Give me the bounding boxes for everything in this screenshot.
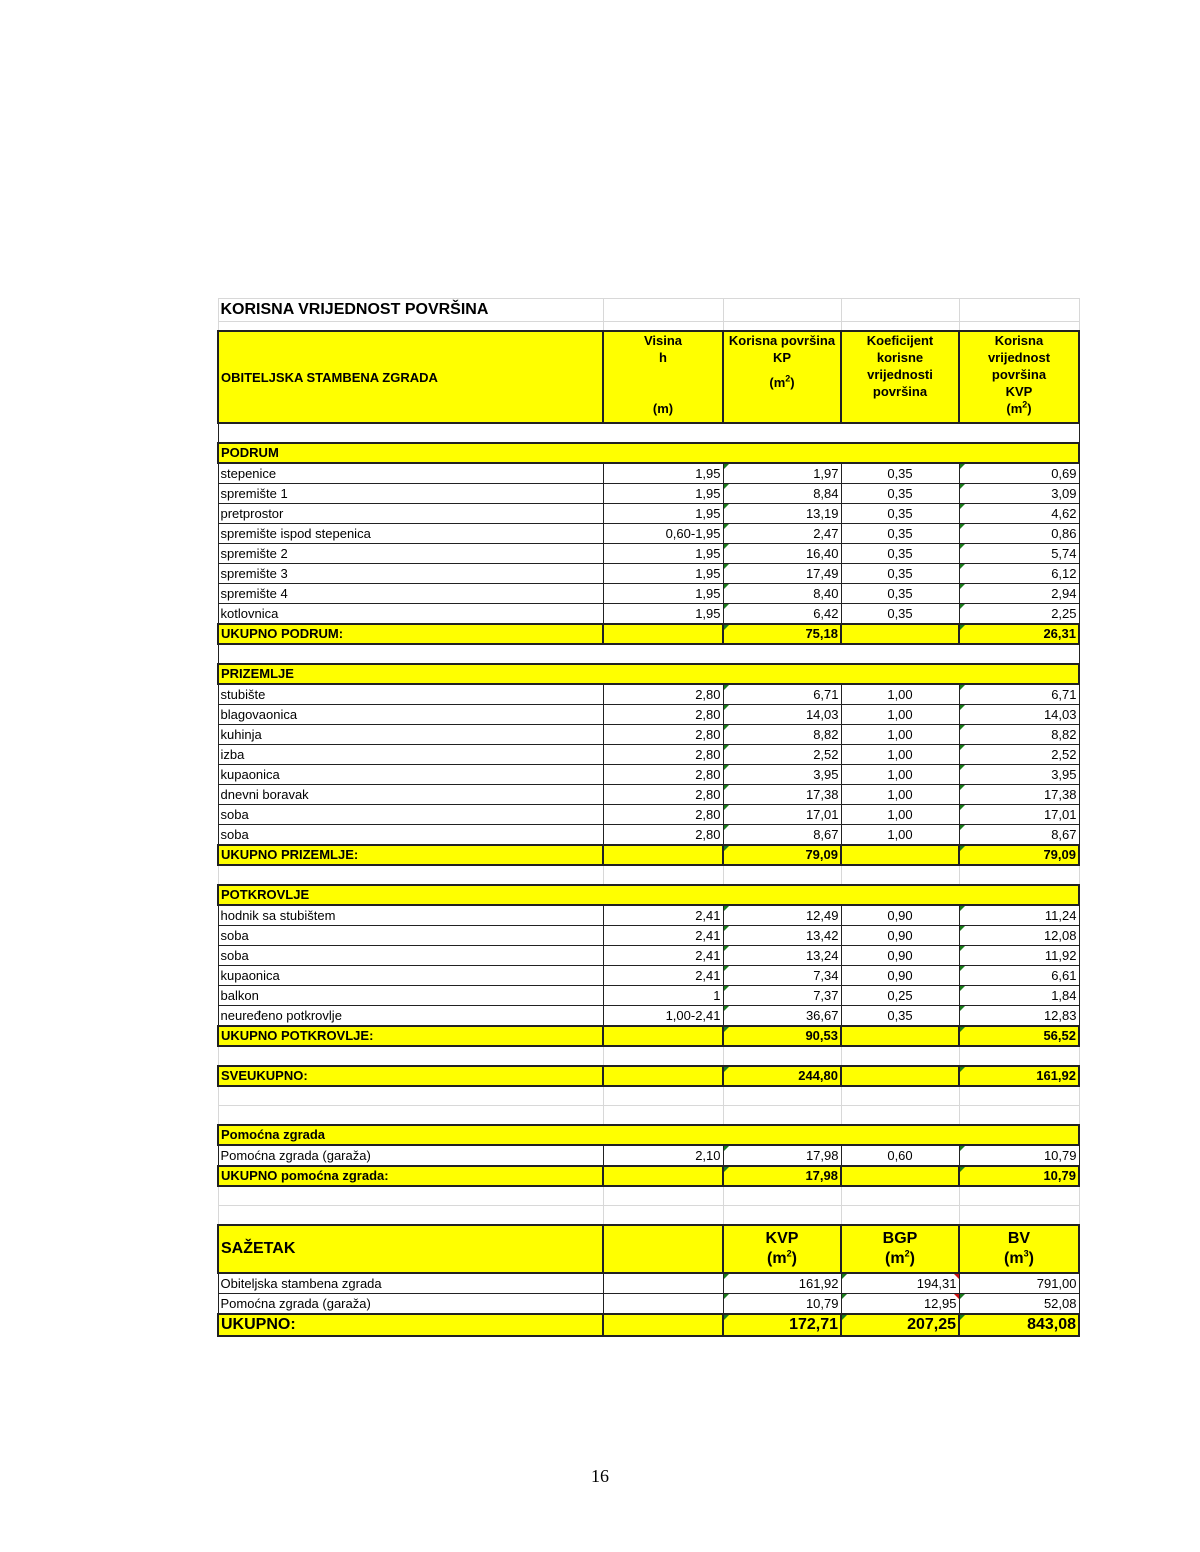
coefficient-cell: 0,35 xyxy=(841,604,959,625)
section-title: PODRUM xyxy=(218,443,1079,463)
empty-row xyxy=(218,644,1079,664)
area-cell: 2,52 xyxy=(723,745,841,765)
room-name: soba xyxy=(218,926,603,946)
kvp-cell: 11,24 xyxy=(959,905,1079,926)
table-row xyxy=(218,504,1079,524)
section-title: Pomoćna zgrada xyxy=(218,1125,1079,1145)
coefficient-cell: 1,00 xyxy=(841,745,959,765)
coefficient-cell: 0,90 xyxy=(841,905,959,926)
height-cell: 1,95 xyxy=(603,544,723,564)
kvp-cell: 6,12 xyxy=(959,564,1079,584)
height-cell: 2,80 xyxy=(603,684,723,705)
kvp-cell: 6,71 xyxy=(959,684,1079,705)
area-cell: 12,49 xyxy=(723,905,841,926)
room-name: kuhinja xyxy=(218,725,603,745)
total-label: UKUPNO PODRUM: xyxy=(218,624,603,644)
table-row xyxy=(218,584,1079,604)
area-cell: 17,49 xyxy=(723,564,841,584)
area-cell: 17,01 xyxy=(723,805,841,825)
table-row xyxy=(218,986,1079,1006)
kvp-cell: 4,62 xyxy=(959,504,1079,524)
kvp-cell: 1,84 xyxy=(959,986,1079,1006)
summary-empty xyxy=(603,1294,723,1315)
grand-total-row xyxy=(218,1066,1079,1086)
total-label: UKUPNO PRIZEMLJE: xyxy=(218,845,603,865)
height-cell: 2,80 xyxy=(603,725,723,745)
summary-kvp: 161,92 xyxy=(723,1273,841,1294)
table-row xyxy=(218,946,1079,966)
header-coefficient: Koeficijent korisne vrijednosti površina xyxy=(841,331,959,423)
height-cell: 2,41 xyxy=(603,946,723,966)
header-height: Visina h (m) xyxy=(603,331,723,423)
empty-row xyxy=(218,1086,1079,1106)
empty-row xyxy=(218,1046,1079,1066)
table-row xyxy=(218,745,1079,765)
total-empty xyxy=(603,1166,723,1186)
room-name: kotlovnica xyxy=(218,604,603,625)
kvp-cell: 17,38 xyxy=(959,785,1079,805)
section-total-row xyxy=(218,624,1079,644)
room-name: neuređeno potkrovlje xyxy=(218,1006,603,1027)
table-row xyxy=(218,825,1079,846)
room-name: pretprostor xyxy=(218,504,603,524)
total-empty xyxy=(603,624,723,644)
page-number: 16 xyxy=(591,1466,609,1486)
kvp-cell: 5,74 xyxy=(959,544,1079,564)
kvp-cell: 6,61 xyxy=(959,966,1079,986)
table-row xyxy=(218,765,1079,785)
empty-row xyxy=(218,423,1079,443)
header-area: Korisna površina KP $(m^2)$ xyxy=(723,331,841,423)
summary-total-bgp: 207,25 xyxy=(841,1314,959,1336)
area-cell: 7,34 xyxy=(723,966,841,986)
area-cell: 2,47 xyxy=(723,524,841,544)
summary-bgp: 12,95 xyxy=(841,1294,959,1315)
area-cell: 17,38 xyxy=(723,785,841,805)
summary-header-row xyxy=(218,1225,1079,1273)
height-cell: 2,41 xyxy=(603,966,723,986)
section-total-row xyxy=(218,845,1079,865)
room-name: Pomoćna zgrada (garaža) xyxy=(218,1145,603,1166)
coefficient-cell: 0,35 xyxy=(841,564,959,584)
kvp-cell: 12,08 xyxy=(959,926,1079,946)
table-row xyxy=(218,1006,1079,1027)
table-row xyxy=(218,463,1079,484)
total-label: SVEUKUPNO: xyxy=(218,1066,603,1086)
height-cell: 0,60-1,95 xyxy=(603,524,723,544)
room-name: spremište 2 xyxy=(218,544,603,564)
area-cell: 16,40 xyxy=(723,544,841,564)
coefficient-cell: 0,60 xyxy=(841,1145,959,1166)
room-name: soba xyxy=(218,805,603,825)
area-cell: 8,40 xyxy=(723,584,841,604)
section-title: PRIZEMLJE xyxy=(218,664,1079,684)
summary-bv: 791,00 xyxy=(959,1273,1079,1294)
table-title: KORISNA VRIJEDNOST POVRŠINA xyxy=(218,299,603,322)
total-area: 90,53 xyxy=(723,1026,841,1046)
coefficient-cell: 0,35 xyxy=(841,1006,959,1027)
room-name: spremište 3 xyxy=(218,564,603,584)
height-cell: 2,41 xyxy=(603,905,723,926)
area-cell: 6,71 xyxy=(723,684,841,705)
table-row xyxy=(218,564,1079,584)
area-cell: 14,03 xyxy=(723,705,841,725)
table-row xyxy=(218,524,1079,544)
coefficient-cell: 0,35 xyxy=(841,544,959,564)
area-cell: 3,95 xyxy=(723,765,841,785)
summary-total-kvp: 172,71 xyxy=(723,1314,841,1336)
summary-name: Obiteljska stambena zgrada xyxy=(218,1273,603,1294)
header-building: OBITELJSKA STAMBENA ZGRADA xyxy=(218,331,603,423)
kvp-cell: 10,79 xyxy=(959,1145,1079,1166)
coefficient-cell: 1,00 xyxy=(841,725,959,745)
total-area: 244,80 xyxy=(723,1066,841,1086)
kvp-cell: 3,95 xyxy=(959,765,1079,785)
table-row xyxy=(218,484,1079,504)
room-name: spremište 1 xyxy=(218,484,603,504)
coefficient-cell: 1,00 xyxy=(841,684,959,705)
coefficient-cell: 0,35 xyxy=(841,584,959,604)
empty-row xyxy=(218,1206,1079,1226)
room-name: spremište 4 xyxy=(218,584,603,604)
area-cell: 6,42 xyxy=(723,604,841,625)
area-cell: 36,67 xyxy=(723,1006,841,1027)
total-kvp: 161,92 xyxy=(959,1066,1079,1086)
kvp-cell: 12,83 xyxy=(959,1006,1079,1027)
total-empty xyxy=(603,1066,723,1086)
table-row xyxy=(218,805,1079,825)
summary-empty xyxy=(603,1225,723,1273)
section-header-row xyxy=(218,443,1079,463)
total-empty xyxy=(603,1026,723,1046)
title-row xyxy=(218,299,1079,322)
total-label: UKUPNO pomoćna zgrada: xyxy=(218,1166,603,1186)
summary-bv: 52,08 xyxy=(959,1294,1079,1315)
height-cell: 2,80 xyxy=(603,705,723,725)
kvp-cell: 3,09 xyxy=(959,484,1079,504)
total-area: 79,09 xyxy=(723,845,841,865)
table-row xyxy=(218,544,1079,564)
kvp-cell: 17,01 xyxy=(959,805,1079,825)
coefficient-cell: 1,00 xyxy=(841,785,959,805)
summary-bgp: 194,31 xyxy=(841,1273,959,1294)
room-name: blagovaonica xyxy=(218,705,603,725)
area-cell: 1,97 xyxy=(723,463,841,484)
table-row xyxy=(218,1145,1079,1166)
empty-row xyxy=(218,1186,1079,1206)
total-kvp: 10,79 xyxy=(959,1166,1079,1186)
coefficient-cell: 0,90 xyxy=(841,966,959,986)
section-header-row xyxy=(218,885,1079,905)
coefficient-cell: 0,90 xyxy=(841,926,959,946)
table-row xyxy=(218,684,1079,705)
kvp-cell: 2,25 xyxy=(959,604,1079,625)
area-cell: 7,37 xyxy=(723,986,841,1006)
room-name: dnevni boravak xyxy=(218,785,603,805)
coefficient-cell: 1,00 xyxy=(841,805,959,825)
height-cell: 2,80 xyxy=(603,745,723,765)
height-cell: 1,95 xyxy=(603,584,723,604)
summary-empty xyxy=(603,1273,723,1294)
room-name: balkon xyxy=(218,986,603,1006)
total-empty xyxy=(603,845,723,865)
height-cell: 2,80 xyxy=(603,805,723,825)
header-kvp: Korisna vrijednost površina KVP $(m^2)$ xyxy=(959,331,1079,423)
section-header-row xyxy=(218,1125,1079,1145)
summary-total-row xyxy=(218,1314,1079,1336)
summary-total-bv: 843,08 xyxy=(959,1314,1079,1336)
table-row xyxy=(218,725,1079,745)
kvp-cell: 2,94 xyxy=(959,584,1079,604)
column-header-row xyxy=(218,331,1079,423)
room-name: stubište xyxy=(218,684,603,705)
section-total-row xyxy=(218,1026,1079,1046)
coefficient-cell: 0,35 xyxy=(841,463,959,484)
height-cell: 2,80 xyxy=(603,825,723,846)
table-row xyxy=(218,705,1079,725)
room-name: soba xyxy=(218,946,603,966)
coefficient-cell: 0,35 xyxy=(841,524,959,544)
summary-title: SAŽETAK xyxy=(218,1225,603,1273)
section-title: POTKROVLJE xyxy=(218,885,1079,905)
area-value-table xyxy=(217,298,1080,1337)
height-cell: 1,95 xyxy=(603,604,723,625)
total-kvp: 79,09 xyxy=(959,845,1079,865)
area-cell: 8,67 xyxy=(723,825,841,846)
coefficient-cell: 0,35 xyxy=(841,504,959,524)
total-area: 17,98 xyxy=(723,1166,841,1186)
height-cell: 1,00-2,41 xyxy=(603,1006,723,1027)
empty-row xyxy=(218,1106,1079,1126)
table-row xyxy=(218,905,1079,926)
spreadsheet xyxy=(217,298,1078,1337)
area-cell: 13,24 xyxy=(723,946,841,966)
total-empty xyxy=(841,624,959,644)
height-cell: 1,95 xyxy=(603,463,723,484)
summary-total-label: UKUPNO: xyxy=(218,1314,603,1336)
height-cell: 2,10 xyxy=(603,1145,723,1166)
kvp-cell: 8,67 xyxy=(959,825,1079,846)
coefficient-cell: 1,00 xyxy=(841,705,959,725)
section-header-row xyxy=(218,664,1079,684)
table-row xyxy=(218,785,1079,805)
room-name: kupaonica xyxy=(218,765,603,785)
coefficient-cell: 0,25 xyxy=(841,986,959,1006)
area-cell: 8,84 xyxy=(723,484,841,504)
total-label: UKUPNO POTKROVLJE: xyxy=(218,1026,603,1046)
total-empty xyxy=(841,1026,959,1046)
room-name: izba xyxy=(218,745,603,765)
room-name: spremište ispod stepenica xyxy=(218,524,603,544)
total-kvp: 56,52 xyxy=(959,1026,1079,1046)
height-cell: 1,95 xyxy=(603,564,723,584)
total-area: 75,18 xyxy=(723,624,841,644)
height-cell: 1,95 xyxy=(603,484,723,504)
room-name: hodnik sa stubištem xyxy=(218,905,603,926)
summary-column-header: KVP $(m^2)$ xyxy=(723,1225,841,1273)
total-empty xyxy=(841,845,959,865)
height-cell: 1 xyxy=(603,986,723,1006)
area-cell: 8,82 xyxy=(723,725,841,745)
height-cell: 2,80 xyxy=(603,765,723,785)
total-kvp: 26,31 xyxy=(959,624,1079,644)
total-empty xyxy=(841,1066,959,1086)
total-empty xyxy=(841,1166,959,1186)
summary-kvp: 10,79 xyxy=(723,1294,841,1315)
room-name: soba xyxy=(218,825,603,846)
table-row xyxy=(218,926,1079,946)
summary-empty xyxy=(603,1314,723,1336)
table-row xyxy=(218,966,1079,986)
room-name: stepenice xyxy=(218,463,603,484)
coefficient-cell: 1,00 xyxy=(841,825,959,846)
coefficient-cell: 1,00 xyxy=(841,765,959,785)
auxiliary-total-row xyxy=(218,1166,1079,1186)
area-cell: 13,42 xyxy=(723,926,841,946)
table-row xyxy=(218,604,1079,625)
area-cell: 13,19 xyxy=(723,504,841,524)
kvp-cell: 0,69 xyxy=(959,463,1079,484)
summary-column-header: BV $(m^3)$ xyxy=(959,1225,1079,1273)
summary-row xyxy=(218,1294,1079,1315)
height-cell: 2,41 xyxy=(603,926,723,946)
height-cell: 2,80 xyxy=(603,785,723,805)
height-cell: 1,95 xyxy=(603,504,723,524)
coefficient-cell: 0,35 xyxy=(841,484,959,504)
kvp-cell: 0,86 xyxy=(959,524,1079,544)
room-name: kupaonica xyxy=(218,966,603,986)
empty-row xyxy=(218,865,1079,885)
kvp-cell: 14,03 xyxy=(959,705,1079,725)
kvp-cell: 2,52 xyxy=(959,745,1079,765)
summary-row xyxy=(218,1273,1079,1294)
coefficient-cell: 0,90 xyxy=(841,946,959,966)
summary-name: Pomoćna zgrada (garaža) xyxy=(218,1294,603,1315)
summary-column-header: BGP $(m^2)$ xyxy=(841,1225,959,1273)
area-cell: 17,98 xyxy=(723,1145,841,1166)
kvp-cell: 8,82 xyxy=(959,725,1079,745)
kvp-cell: 11,92 xyxy=(959,946,1079,966)
